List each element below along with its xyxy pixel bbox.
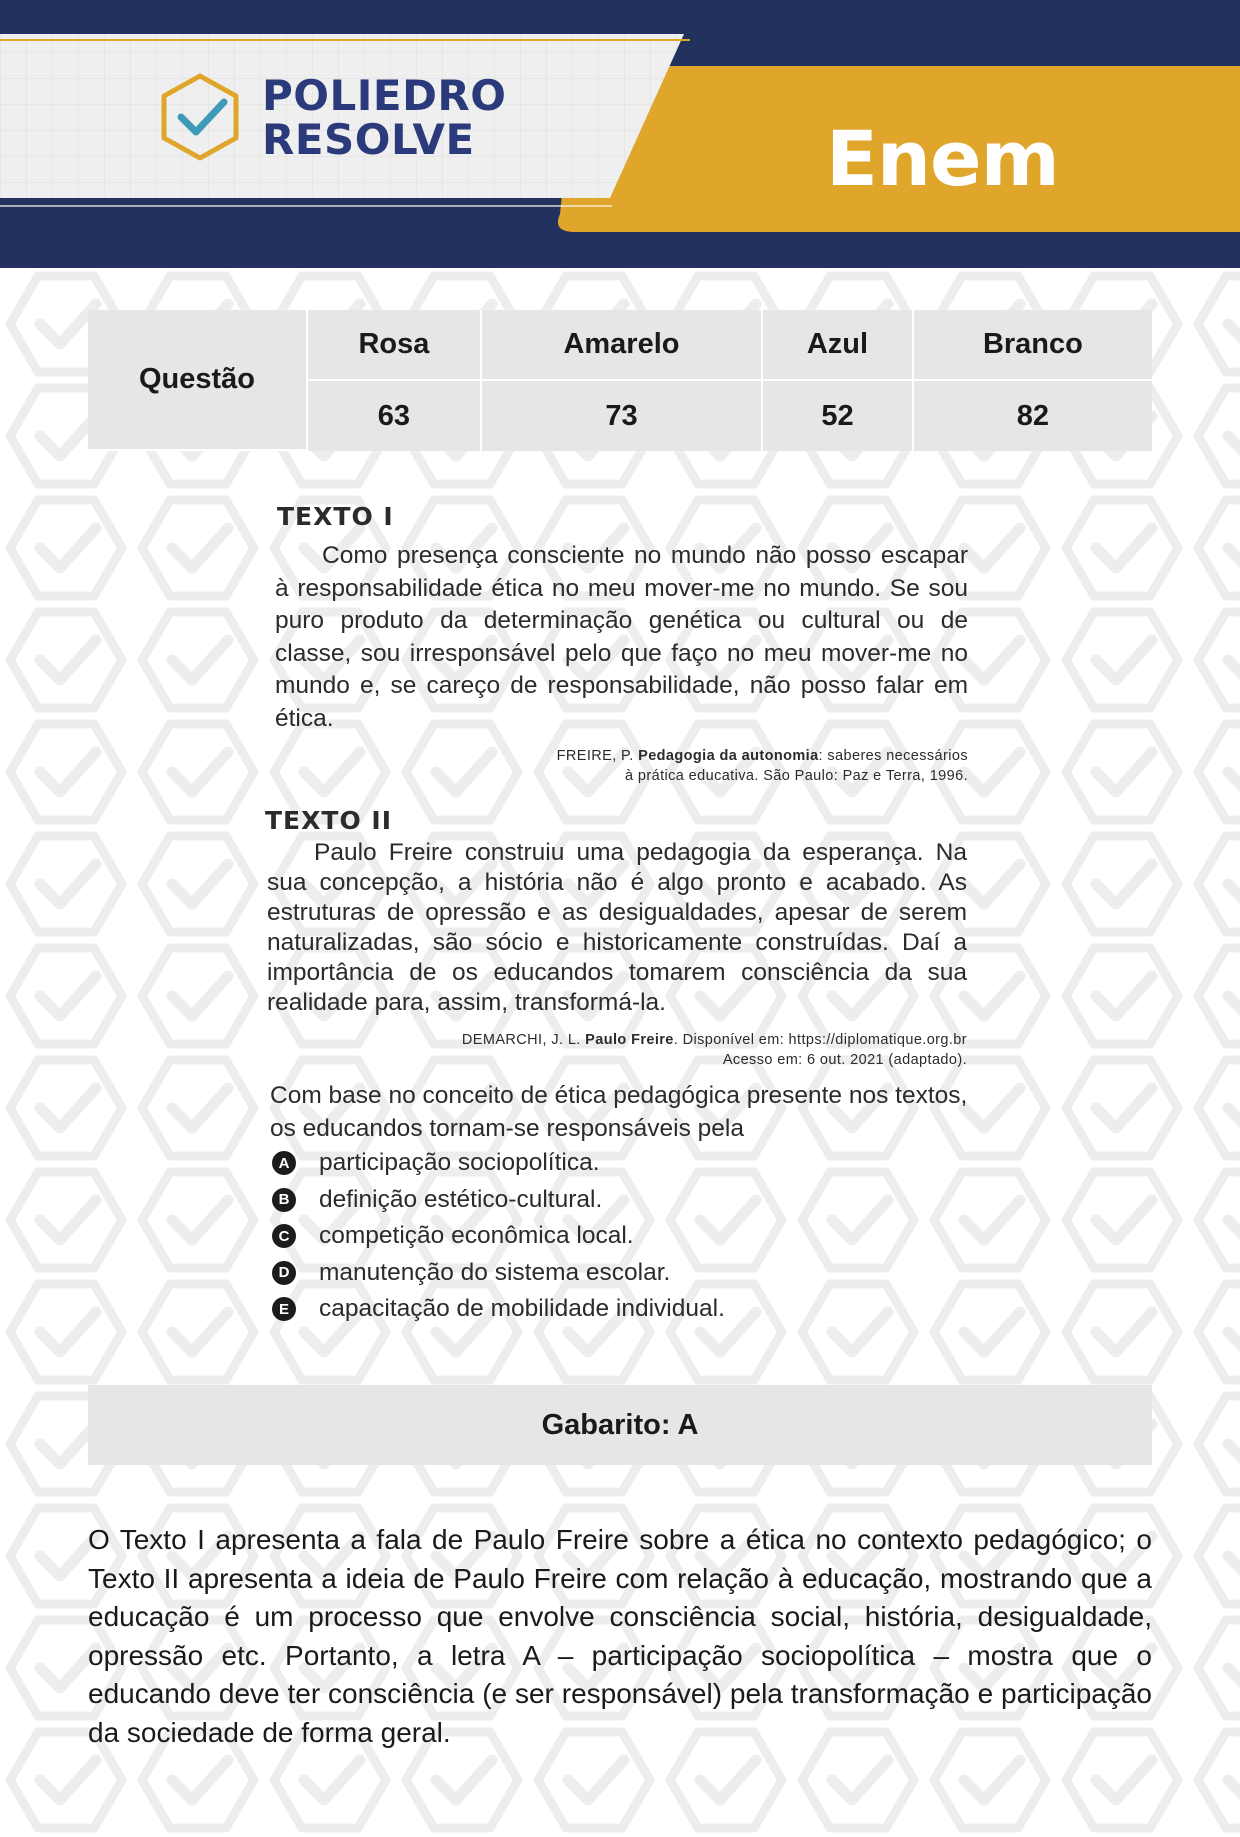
question-number-amarelo: 73 <box>482 381 763 451</box>
alternative-b <box>272 1182 725 1219</box>
alternative-d-text: manutenção do sistema escolar. <box>319 1258 671 1286</box>
brand-logo-text <box>262 71 507 164</box>
source-2-url: . Disponível em: https://diplomatique.org.br <box>673 1032 967 1048</box>
logo-line-2: RESOLVE <box>262 115 475 164</box>
source-2-title: Paulo Freire <box>585 1032 674 1048</box>
alternative-c <box>272 1218 725 1255</box>
source-2-author: DEMARCHI, J. L. <box>461 1032 586 1048</box>
source-1-book-title: Pedagogia da autonomia <box>638 748 819 764</box>
header-banner <box>0 0 1240 268</box>
texto-1-title: TEXTO I <box>277 502 394 531</box>
texto-2-source <box>267 1030 967 1070</box>
column-header-branco: Branco <box>914 310 1152 381</box>
alternatives-list <box>272 1145 725 1328</box>
alternative-a-text: participação sociopolítica. <box>319 1149 600 1177</box>
alternative-b-text: definição estético-cultural. <box>319 1185 603 1213</box>
alternative-d <box>272 1255 725 1292</box>
texto-2-title: TEXTO II <box>265 806 393 835</box>
question-prompt: Com base no conceito de ética pedagógica presente nos textos, os educandos tornam-se responsáveis pela <box>270 1082 968 1142</box>
answer-explanation: O Texto I apresenta a fala de Paulo Freire sobre a ética no contexto pedagógico; o Texto II apresenta a ideia de Paulo Freire com relação à educação, mostrando que a educação é um processo que envolve consciência social, história, desigualdade, opressão etc. Portanto, a letra A – participação sociopolítica – mostra que o educando deve ter consciência (e ser responsável) pela transformação e participação da sociedade de forma geral. <box>88 1524 1152 1748</box>
question-number-azul: 52 <box>763 381 914 451</box>
alternative-e-text: capacitação de mobilidade individual. <box>319 1295 725 1323</box>
column-header-amarelo: Amarelo <box>482 310 763 381</box>
alternative-e <box>272 1291 725 1328</box>
source-1-author: FREIRE, P. <box>556 748 639 764</box>
letter-b-icon: B <box>272 1188 296 1212</box>
alternative-a <box>272 1145 725 1182</box>
source-2-access-date: Acesso em: 6 out. 2021 (adaptado). <box>722 1052 967 1068</box>
answer-key-banner <box>88 1385 1152 1465</box>
texto-1-source <box>275 746 968 786</box>
column-header-rosa: Rosa <box>308 310 482 381</box>
letter-d-icon: D <box>272 1261 296 1285</box>
logo-line-1: POLIEDRO <box>262 71 507 120</box>
answer-key-label: Gabarito: A <box>541 1408 699 1441</box>
exam-title: Enem <box>826 114 1059 203</box>
texto-2-text: Paulo Freire construiu uma pedagogia da esperança. Na sua concepção, a história não é algo pronto e acabado. As estruturas de opressão e as desigualdades, apesar de serem naturalizadas, são sócio e historicamente construídas. Daí a importância de os educandos tomarem consciência da sua realidade para, assim, transformá-la. <box>267 839 967 1016</box>
letter-e-icon: E <box>272 1297 296 1321</box>
texto-2-body <box>267 838 967 1018</box>
texto-1-body <box>275 540 968 735</box>
source-1-publication: à prática educativa. São Paulo: Paz e Terra, 1996. <box>625 768 968 784</box>
letter-a-icon: A <box>272 1151 296 1175</box>
question-number-rosa: 63 <box>308 381 482 451</box>
letter-c-icon: C <box>272 1224 296 1248</box>
column-header-azul: Azul <box>763 310 914 381</box>
table-row-label: Questão <box>88 310 308 451</box>
question-number-table <box>88 310 1152 451</box>
alternative-c-text: competição econômica local. <box>319 1222 634 1250</box>
question-number-branco: 82 <box>914 381 1152 451</box>
source-1-subtitle: : saberes necessários <box>818 748 968 764</box>
texto-1-text: Como presença consciente no mundo não posso escapar à responsabilidade ética no meu mover-me no mundo. Se sou puro produto da determinação genética ou cultural ou de classe, sou irresponsável pelo que faço no meu mover-me no mundo e, se careço de responsabilidade, não posso falar em ética. <box>275 542 968 732</box>
